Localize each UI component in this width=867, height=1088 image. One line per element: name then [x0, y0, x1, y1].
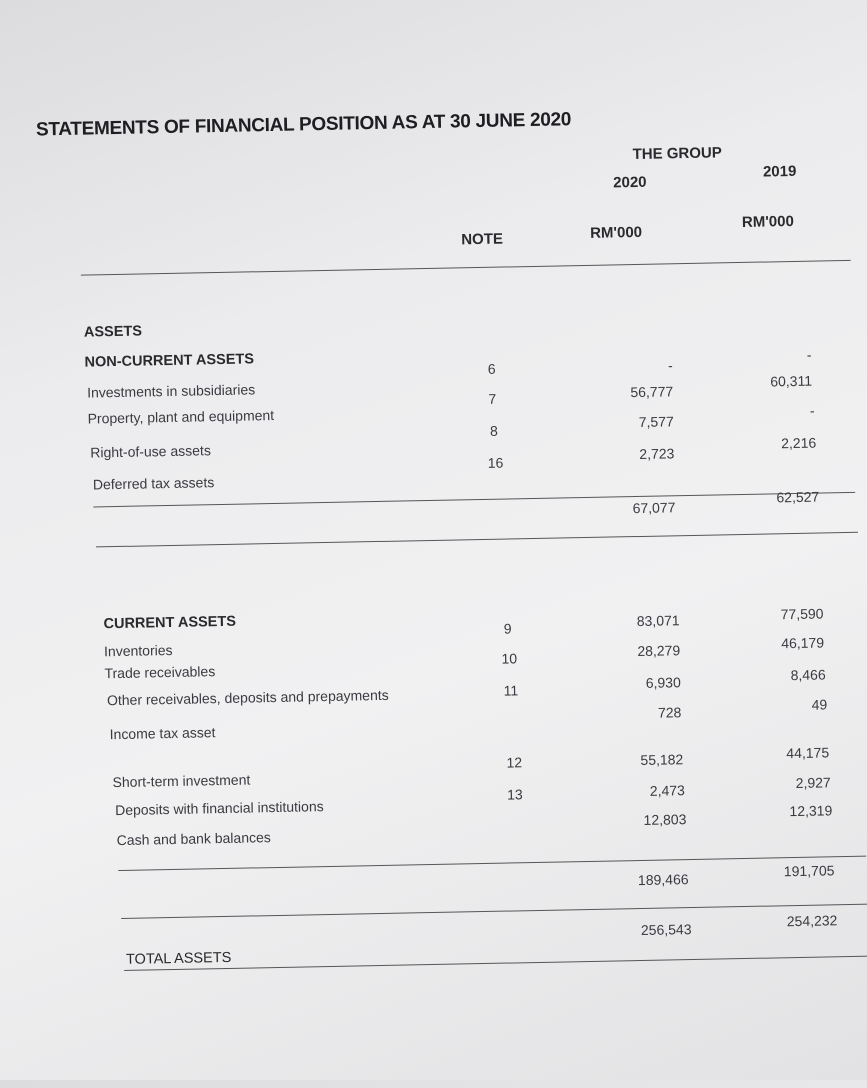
current-assets-heading: CURRENT ASSETS — [103, 613, 237, 633]
note-header: NOTE — [461, 230, 504, 249]
row-value-2020: - — [667, 357, 673, 374]
row-value-2020: 728 — [657, 704, 682, 721]
subtotal-rule — [121, 904, 867, 919]
total-assets-label: TOTAL ASSETS — [125, 949, 232, 968]
total-rule — [124, 956, 867, 971]
row-value-2019: 2,216 — [781, 434, 817, 452]
page-title: STATEMENTS OF FINANCIAL POSITION AS AT 30 JUNE 2020 — [35, 109, 572, 141]
row-label: Property, plant and equipment — [87, 406, 275, 427]
year-2019-header: 2019 — [762, 162, 797, 181]
row-note: 7 — [488, 390, 497, 407]
row-note: 8 — [489, 422, 498, 439]
year-2020-header: 2020 — [613, 173, 647, 192]
row-note: 10 — [501, 650, 518, 667]
row-note: 13 — [506, 786, 523, 803]
non-current-heading: NON-CURRENT ASSETS — [84, 351, 255, 371]
row-label: Short-term investment — [112, 771, 251, 791]
row-value-2020: 2,473 — [649, 782, 686, 799]
row-value-2020: 7,577 — [638, 413, 674, 430]
row-note: 16 — [487, 454, 504, 471]
non-current-total-2019: 62,527 — [776, 488, 820, 506]
group-header: THE GROUP — [632, 144, 722, 164]
row-value-2019: 2,927 — [795, 774, 831, 792]
row-note: 6 — [487, 360, 496, 377]
row-note: 12 — [506, 754, 523, 771]
row-label: Right-of-use assets — [90, 442, 211, 461]
row-label: Deferred tax assets — [92, 474, 215, 493]
row-value-2019: 8,466 — [790, 666, 826, 684]
unit-2020-header: RM'000 — [589, 223, 643, 242]
row-note: 11 — [503, 682, 519, 699]
row-value-2019: 49 — [811, 696, 828, 713]
current-total-2019: 191,705 — [783, 862, 835, 880]
row-value-2019: 44,175 — [786, 744, 830, 762]
row-value-2020: 83,071 — [636, 612, 680, 630]
row-label: Inventories — [103, 641, 173, 660]
row-label: Trade receivables — [104, 663, 216, 682]
total-assets-2020: 256,543 — [640, 921, 692, 939]
row-value-2020: 55,182 — [640, 751, 684, 768]
header-rule — [81, 260, 851, 276]
row-value-2020: 12,803 — [643, 811, 687, 828]
non-current-total-2020: 67,077 — [632, 499, 676, 517]
row-label: Income tax asset — [109, 724, 216, 743]
row-label: Investments in subsidiaries — [86, 381, 256, 401]
row-value-2019: 46,179 — [781, 634, 825, 652]
row-value-2019: 60,311 — [770, 372, 813, 390]
row-value-2020: 2,723 — [639, 445, 675, 462]
row-value-2020: 56,777 — [630, 383, 674, 401]
row-value-2020: 28,279 — [637, 642, 681, 660]
row-label: Other receivables, deposits and prepayments — [106, 686, 389, 709]
current-total-2020: 189,466 — [637, 871, 689, 889]
row-value-2019: - — [806, 346, 812, 363]
row-label: Deposits with financial institutions — [114, 798, 324, 819]
row-value-2019: 77,590 — [780, 605, 824, 623]
row-value-2019: 12,319 — [789, 802, 833, 820]
assets-heading: ASSETS — [83, 323, 143, 341]
total-assets-2019: 254,232 — [786, 912, 838, 930]
row-label: Cash and bank balances — [116, 829, 271, 849]
row-value-2019: - — [809, 402, 815, 419]
row-value-2020: 6,930 — [645, 674, 681, 691]
unit-2019-header: RM'000 — [741, 212, 795, 231]
subtotal-rule — [96, 532, 858, 548]
row-note: 9 — [503, 620, 512, 637]
